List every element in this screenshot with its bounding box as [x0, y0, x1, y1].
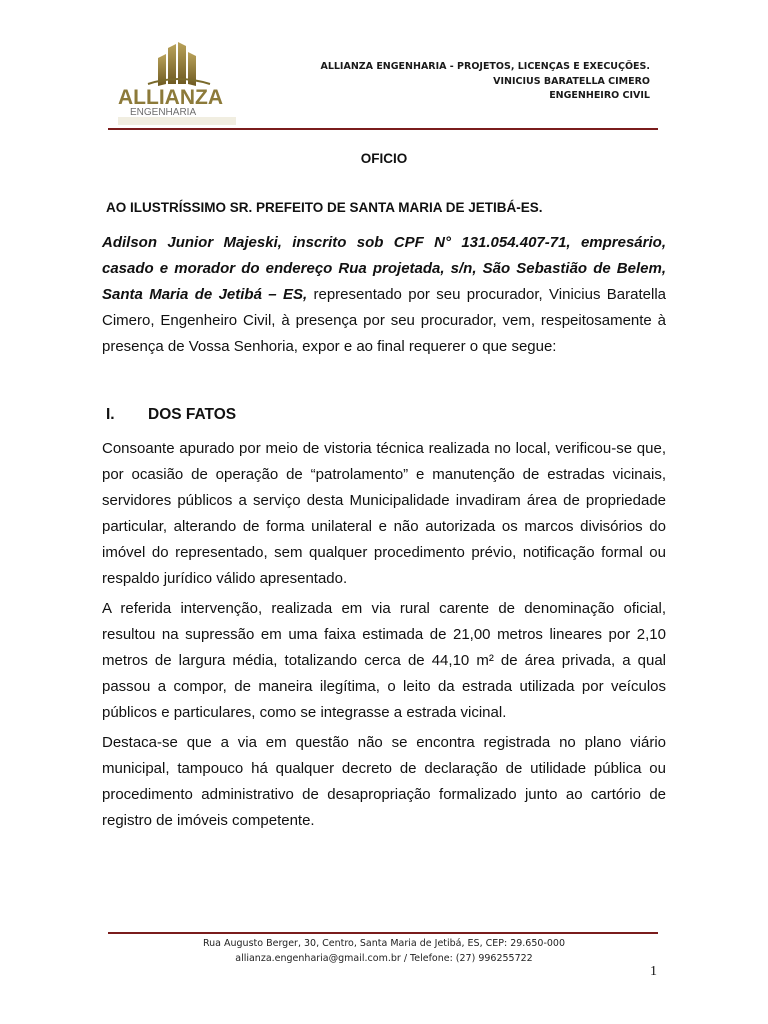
letterhead-line-name: VINICIUS BARATELLA CIMERO [493, 75, 650, 87]
section-number: I. [106, 406, 115, 423]
addressee-line: AO ILUSTRÍSSIMO SR. PREFEITO DE SANTA MARIA DE JETIBÁ-ES. [106, 200, 543, 215]
intro-paragraph [102, 230, 666, 360]
logo-wordmark: ALLIANZA [118, 86, 223, 109]
company-logo [108, 40, 248, 125]
footer-divider [108, 932, 658, 934]
body-paragraph: Consoante apurado por meio de vistoria técnica realizada no local, verificou-se que, por ocasião de operação de “patrolamento” e manutenção de estradas vicinais, servidores públicos a serviço desta Municipalidade invadiram área de propriedade particular, alterando de forma unilateral e não autorizada os marcos divisórios do imóvel do representado, sem qualquer procedimento prévio, notificação formal ou respaldo jurídico válido apresentado. [102, 440, 666, 587]
page-number: 1 [650, 964, 657, 979]
intro-paragraph-text: representado por seu procurador, Vinicius Baratella Cimero, Engenheiro Civil, à presença por seu procurador, vem, respeitosamente à presença de Vossa Senhoria, expor e ao final requerer o que segue: [102, 286, 667, 355]
body-paragraph: A referida intervenção, realizada em via rural carente de denominação oficial, resultou na supressão em uma faixa estimada de 21,00 metros lineares por 2,10 metros de largura média, totalizando cerca de 44,10 m² de área privada, a qual passou a compor, de maneira ilegítima, o leito da estrada utilizada por veículos públicos e particulares, como se integrasse a estrada vicinal. [102, 600, 666, 721]
intro-party-identification: Adilson Junior Majeski, inscrito sob CPF N° 131.054.407-71, empresário, casado e morador do endereço Rua projetada, s/n, São Sebastião de Belem, Santa Maria de Jetibá – ES, [102, 234, 666, 303]
footer [0, 937, 768, 966]
document-title: OFICIO [360, 151, 408, 166]
letterhead-line-company: ALLIANZA ENGENHARIA - PROJETOS, LICENÇAS E EXECUÇÕES. [320, 61, 650, 72]
letterhead-line-profession: ENGENHEIRO CIVIL [549, 90, 650, 101]
header-divider [108, 128, 658, 130]
building-logo-icon [108, 40, 248, 125]
footer-phone: Telefone: (27) 996255722 [410, 952, 533, 964]
body-paragraph: Destaca-se que a via em questão não se encontra registrada no plano viário municipal, tampouco há qualquer decreto de declaração de utilidade pública ou procedimento administrativo de desapropriação formalizado junto ao cartório de registro de imóveis competente. [102, 734, 666, 829]
logo-subtitle: ENGENHARIA [130, 107, 197, 118]
letterhead-info [320, 60, 650, 104]
footer-separator: / [403, 952, 408, 964]
footer-email: allianza.engenharia@gmail.com.br [235, 952, 401, 964]
section-heading [106, 406, 236, 424]
footer-address: Rua Augusto Berger, 30, Centro, Santa Maria de Jetibá, ES, CEP: 29.650-000 [202, 938, 566, 949]
section-title: DOS FATOS [148, 406, 237, 423]
